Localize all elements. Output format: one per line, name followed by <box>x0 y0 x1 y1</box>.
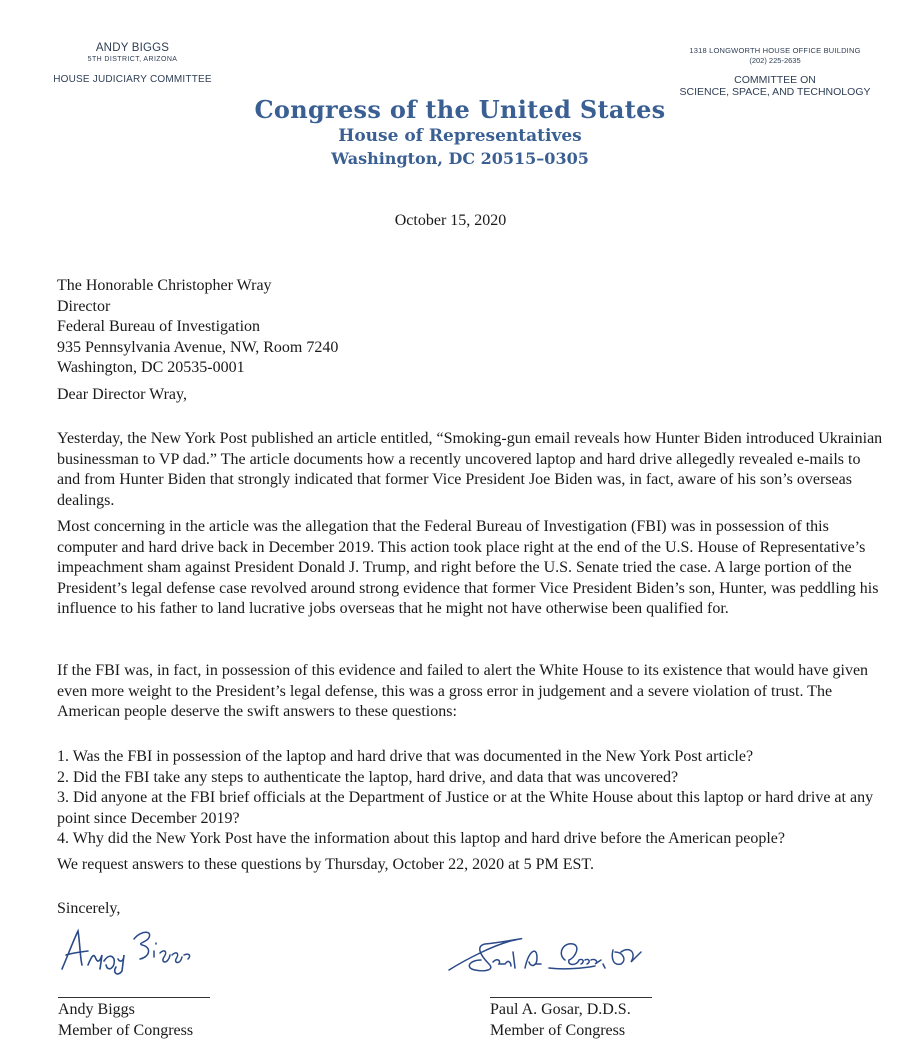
request-deadline: We request answers to these questions by Thursday, October 22, 2020 at 5 PM EST. <box>57 856 594 873</box>
signer-name: Paul A. Gosar, D.D.S. <box>490 1001 631 1018</box>
recipient-line: Federal Bureau of Investigation <box>57 318 261 335</box>
masthead <box>200 95 720 168</box>
closing: Sincerely, <box>57 900 121 917</box>
member-district: 5TH DISTRICT, ARIZONA <box>87 56 178 63</box>
letter-date: October 15, 2020 <box>394 212 507 229</box>
question-item: 1. Was the FBI in possession of the laptop and hard drive that was documented in the New York Post article? <box>57 748 754 765</box>
signer-name: Andy Biggs <box>58 1001 135 1018</box>
letterhead-left <box>40 42 225 85</box>
member-name: ANDY BIGGS <box>95 42 170 54</box>
paragraph: Most concerning in the article was the allegation that the Federal Bureau of Investigation (FBI) was in possession of this computer and hard drive back in December 2019. This action took place right at the end of the U.S. House of Representative’s impeachment sham against President Donald J. Trump, and right before the U.S. Senate tried the case. A large portion of the President’s legal defense case revolved around strong evidence that former Vice President Biden’s son, Hunter, was peddling his influence to his father to land lucrative jobs overseas that he might not have otherwise been qualified for. <box>57 518 879 617</box>
salutation: Dear Director Wray, <box>57 386 187 403</box>
recipient-line: Director <box>57 297 111 315</box>
masthead-house: House of Representatives <box>338 126 582 146</box>
recipient-line: Washington, DC 20535-0001 <box>57 359 245 376</box>
member-committee: HOUSE JUDICIARY COMMITTEE <box>53 74 212 85</box>
signature-paul-gosar <box>445 930 645 980</box>
signature-andy-biggs <box>58 925 198 975</box>
signer-2 <box>490 1000 631 1041</box>
recipient-address <box>57 276 887 379</box>
masthead-congress: Congress of the United States <box>254 95 666 124</box>
office-address: 1318 LONGWORTH HOUSE OFFICE BUILDING <box>689 46 861 55</box>
signature-line <box>490 997 652 998</box>
recipient-line: 935 Pennsylvania Avenue, NW, Room 7240 <box>57 338 339 356</box>
question-item: 4. Why did the New York Post have the information about this laptop and hard drive before the American people? <box>57 830 785 847</box>
question-list <box>57 747 887 850</box>
recipient-line: The Honorable Christopher Wray <box>57 277 272 294</box>
question-item: 3. Did anyone at the FBI brief officials at the Department of Justice or at the White House about this laptop or hard drive at any point since December 2019? <box>57 789 874 827</box>
signer-title: Member of Congress <box>490 1021 626 1039</box>
signer-1 <box>58 1000 193 1041</box>
paragraph: If the FBI was, in fact, in possession of this evidence and failed to alert the White House to its existence that would have given even more weight to the President’s legal defense, this was a gross error in judgement and a severe violation of trust. The American people deserve the swift answers to these questions: <box>57 662 869 720</box>
office-phone: (202) 225-2635 <box>749 56 801 65</box>
signer-title: Member of Congress <box>58 1021 194 1039</box>
paragraph: Yesterday, the New York Post published an article entitled, “Smoking-gun email reveals how Hunter Biden introduced Ukrainian businessman to VP dad.” The article documents how a recently uncovered laptop and hard drive allegedly revealed e-mails to and from Hunter Biden that strongly indicated that former Vice President Joe Biden was, in fact, aware of his son’s overseas dealings. <box>57 430 883 509</box>
committee-line-2: SCIENCE, SPACE, AND TECHNOLOGY <box>679 86 871 98</box>
masthead-address: Washington, DC 20515–0305 <box>331 149 589 168</box>
committee-line-1: COMMITTEE ON <box>734 74 816 86</box>
letterhead-right <box>655 46 895 98</box>
question-item: 2. Did the FBI take any steps to authenticate the laptop, hard drive, and data that was uncovered? <box>57 768 679 786</box>
signature-line <box>58 997 210 998</box>
